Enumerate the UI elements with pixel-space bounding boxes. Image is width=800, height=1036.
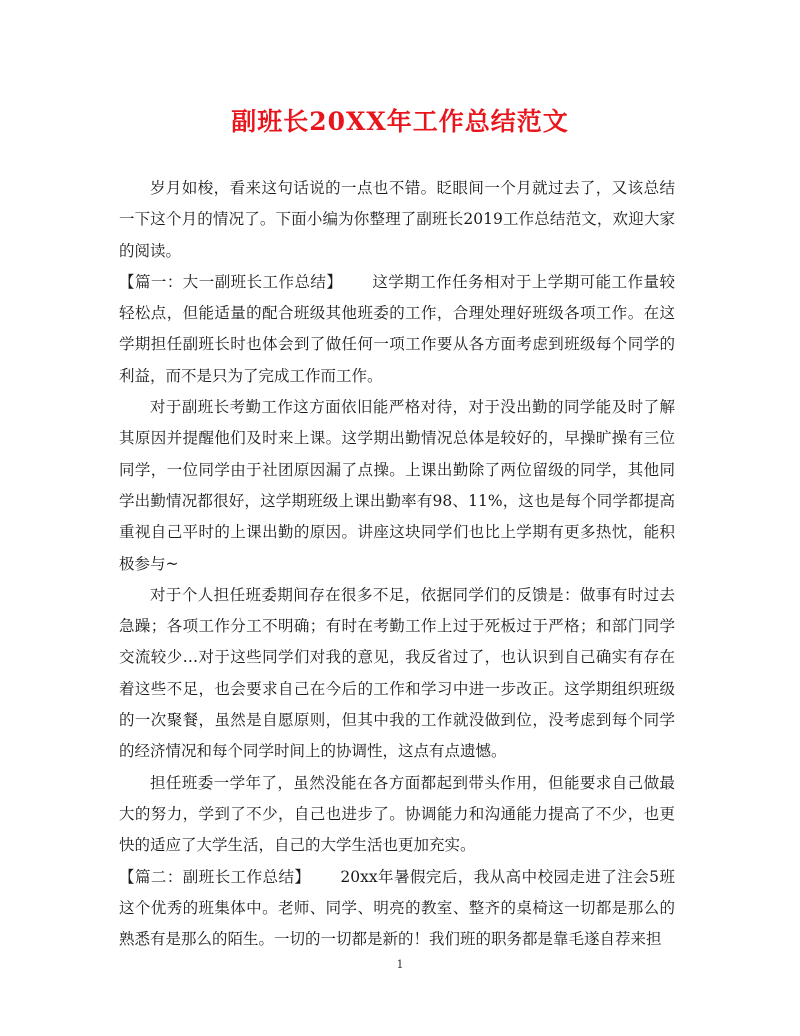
document-body (119, 173, 675, 955)
shortcomings-paragraph: 对于个人担任班委期间存在很多不足，依据同学们的反馈是：做事有时过去急躁；各项工作分工不明确；有时在考勤工作上过于死板过于严格；和部门同学交流较少…对于这些同学们对我的意见，我反省过了，也认识到自己确实有存在着这些不足，也会要求自己在今后的工作和学习中进一步改正。这学期组织班级的一次聚餐，虽然是自愿原则，但其中我的工作就没做到位，没考虑到每个同学的经济情况和每个同学时间上的协调性，这点有点遗憾。 (119, 585, 675, 761)
section-two-heading: 【篇二：副班长工作总结】 (119, 867, 311, 886)
section-one-heading: 【篇一：大一副班长工作总结】 (119, 272, 343, 291)
intro-paragraph: 岁月如梭，看来这句话说的一点也不错。眨眼间一个月就过去了，又该总结一下这个月的情况了。下面小编为你整理了副班长2019工作总结范文，欢迎大家的阅读。 (119, 179, 675, 260)
page-number: 1 (396, 958, 404, 971)
section-one-text: 这学期工作任务相对于上学期可能工作量较轻松点，但能适量的配合班级其他班委的工作，合理处理好班级各项工作。在这学期担任副班长时也体会到了做任何一项工作要从各方面考虑到班级每个同学的利益，而不是只为了完成工作而工作。 (119, 272, 675, 385)
section-one-paragraph (119, 267, 675, 392)
attendance-paragraph: 对于副班长考勤工作这方面依旧能严格对待，对于没出勤的同学能及时了解其原因并提醒他们及时来上课。这学期出勤情况总体是较好的，早操旷操有三位同学，一位同学由于社团原因漏了点操。上课出勤除了两位留级的同学，其他同学出勤情况都很好，这学期班级上课出勤率有98、11%，这也是每个同学都提高重视自己平时的上课出勤的原因。讲座这块同学们也比上学期有更多热忱，能积极参与~ (119, 398, 675, 573)
section-two-text: 20xx年暑假完后，我从高中校园走进了注会5班这个优秀的班集体中。老师、同学、明亮的教室、整齐的桌椅这一切都是那么的熟悉有是那么的陌生。一切的一切都是新的！我们班的职务都是靠毛遂自荐来担 (119, 867, 675, 949)
section-two-paragraph (119, 862, 675, 956)
document-title: 副班长20XX年工作总结范文 (231, 107, 569, 136)
summary-paragraph: 担任班委一学年了，虽然没能在各方面都起到带头作用，但能要求自己做最大的努力，学到了不少，自己也进步了。协调能力和沟通能力提高了不少，也更快的适应了大学生活，自己的大学生活也更加充实。 (119, 773, 675, 855)
